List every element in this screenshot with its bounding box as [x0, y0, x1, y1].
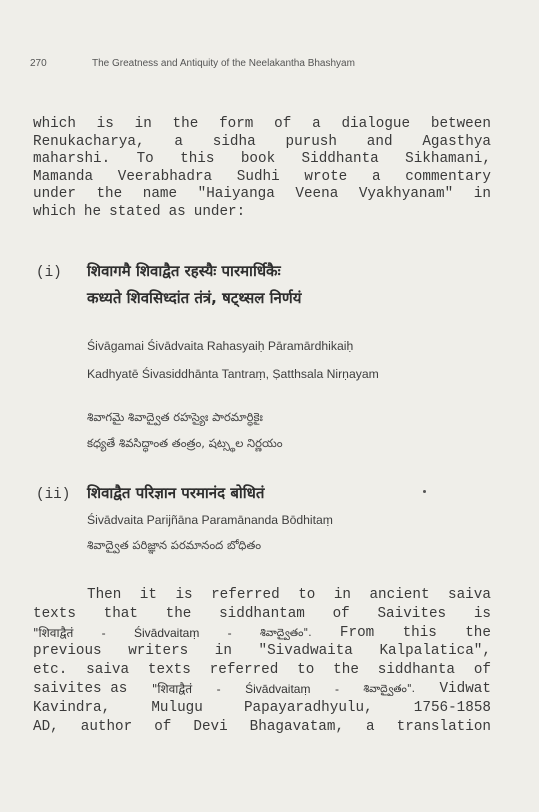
word: that — [103, 605, 138, 622]
separator: - — [101, 625, 106, 640]
text-line — [33, 134, 491, 152]
word: Veena — [295, 186, 339, 203]
word: texts — [33, 605, 76, 622]
text-line — [33, 169, 491, 187]
word: referred — [211, 587, 280, 603]
word: form — [219, 116, 254, 132]
word: of — [473, 662, 491, 679]
inline-devanagari: "शिवाद्वैतं — [151, 681, 193, 696]
verse-devanagari-line: शिवाद्वैत परिज्ञान परमानंद बोधितं — [87, 484, 265, 502]
word: previous — [33, 643, 102, 660]
word: saiva — [448, 587, 491, 603]
verse-telugu-line: శివాగమై శివాద్వైత రహస్యైః పారమార్ధికైః — [87, 410, 263, 424]
word: this — [402, 624, 437, 641]
word: the — [333, 662, 359, 679]
word: Agasthya — [422, 133, 491, 150]
body-paragraph — [33, 586, 491, 736]
word: and — [366, 133, 393, 150]
separator: - — [334, 681, 339, 696]
word: Mamanda — [33, 168, 94, 185]
separator: - — [216, 681, 221, 696]
word: Vyakhyanam" — [358, 186, 454, 203]
text-line — [33, 661, 491, 680]
word: a — [366, 718, 375, 735]
text-line — [33, 624, 491, 643]
intro-paragraph — [33, 116, 491, 222]
word: a — [371, 168, 381, 185]
word: siddhanta — [377, 662, 455, 679]
text-line — [33, 116, 491, 134]
word: stated — [109, 203, 161, 220]
inline-transliteration: Śivādvaitaṃ — [133, 625, 200, 640]
word: as — [168, 203, 186, 220]
word: AD, — [33, 718, 59, 735]
text-line — [33, 151, 491, 169]
word: of — [274, 116, 292, 132]
verse-transliteration-line: Śivāgamai Śivādvaita Rahasyaiḥ Pāramārdhikaiḥ — [87, 339, 354, 353]
inline-telugu: శివాద్వైతం". — [363, 682, 415, 695]
word: Papayaradhyulu, — [243, 699, 373, 716]
word: maharshi. — [33, 151, 111, 168]
word: siddhantam — [219, 605, 305, 622]
word: sidha — [212, 133, 256, 150]
text-line — [33, 204, 491, 222]
word: the — [165, 605, 192, 622]
verse-transliteration-line: Kadhyatē Śivasiddhānta Tantraṃ, Ṣatthsala Nirṇayam — [87, 367, 379, 381]
inline-telugu: శివాద్వైతం". — [260, 626, 312, 639]
word: texts — [147, 662, 191, 679]
verse-devanagari-line: शिवागमै शिवाद्वैत रहस्यैः पारमार्धिकैः — [87, 262, 281, 280]
word: commentary — [405, 168, 491, 185]
text-line — [33, 718, 491, 737]
word: under: — [193, 203, 246, 220]
text-line — [33, 699, 491, 718]
word: it — [139, 587, 157, 603]
page-header — [30, 58, 510, 69]
inline-transliteration: Śivādvaitaṃ — [245, 681, 311, 696]
word: the — [96, 186, 123, 203]
word: name — [142, 186, 178, 203]
text-line — [33, 642, 491, 661]
word: Kalpalatica", — [379, 643, 491, 660]
separator: - — [227, 625, 232, 640]
word: a — [312, 116, 321, 132]
word: author — [80, 718, 133, 735]
word: referred — [209, 662, 279, 679]
word: in — [333, 587, 351, 603]
verse-transliteration-line: Śivādvaita Parijñāna Paramānanda Bōdhitaṃ — [87, 513, 333, 527]
word: of — [154, 718, 172, 735]
word: the — [172, 116, 199, 132]
word: Renukacharya, — [33, 133, 145, 150]
word: From — [339, 624, 375, 641]
word: purush — [285, 133, 337, 150]
word: Siddhanta — [301, 151, 379, 168]
word: Sikhamani, — [405, 151, 491, 168]
word: which — [33, 116, 76, 132]
word: Devi — [193, 718, 228, 735]
word: saivites as — [33, 680, 128, 697]
verse-telugu-line: కధ్యతే శివసిద్ధాంత తంత్రం, షట్స్థల నిర్ణయం — [87, 436, 283, 450]
word: To — [136, 151, 154, 168]
word: wrote — [304, 168, 348, 185]
word: Saivites — [377, 605, 447, 622]
verse-label: (ii) — [36, 487, 71, 503]
word: ancient — [369, 587, 430, 603]
word: is — [96, 116, 114, 132]
inline-devanagari: "शिवाद्वैतं — [33, 625, 74, 640]
running-title: The Greatness and Antiquity of the Neelakantha Bhashyam — [92, 58, 355, 69]
word: is — [175, 587, 193, 603]
word: "Haiyanga — [197, 186, 275, 203]
word: under — [33, 186, 76, 203]
verse-telugu-line: శివాద్వైత పరిజ్ఞాన పరమానంద బోధితం — [87, 538, 262, 552]
word: etc. — [33, 662, 68, 679]
word: to — [298, 587, 316, 603]
word: 1756-1858 — [413, 699, 491, 716]
text-line — [33, 605, 491, 624]
word: translation — [396, 718, 491, 735]
word: Mulugu — [151, 699, 203, 716]
word: which — [33, 203, 76, 220]
word: saiva — [86, 662, 130, 679]
word: "Sivadwaita — [258, 643, 353, 660]
word: Bhagavatam, — [249, 718, 345, 735]
word: between — [430, 116, 491, 132]
word: in — [214, 643, 232, 660]
page-number: 270 — [30, 58, 47, 69]
text-line — [33, 680, 491, 699]
word: dialogue — [341, 116, 411, 132]
print-speck — [423, 490, 426, 493]
text-line — [33, 586, 491, 605]
word: to — [297, 662, 315, 679]
verse-devanagari-line: कध्यते शिवसिध्दांत तंत्रं, षट्थ्सल निर्णयं — [87, 289, 302, 307]
word: book — [240, 151, 276, 168]
text-line — [33, 186, 491, 204]
word: is — [473, 605, 491, 622]
word: the — [465, 624, 491, 641]
word: Veerabhadra — [117, 168, 213, 185]
word: Sudhi — [236, 168, 280, 185]
word: of — [332, 605, 350, 622]
word: Vidwat — [439, 680, 491, 697]
word: writers — [128, 643, 189, 660]
word: in — [473, 186, 491, 203]
word: Then — [87, 587, 122, 603]
word: Kavindra, — [33, 699, 111, 716]
word: this — [180, 151, 215, 168]
verse-label: (i) — [36, 265, 62, 281]
word: he — [83, 203, 102, 220]
word: a — [174, 133, 183, 150]
word: in — [134, 116, 152, 132]
